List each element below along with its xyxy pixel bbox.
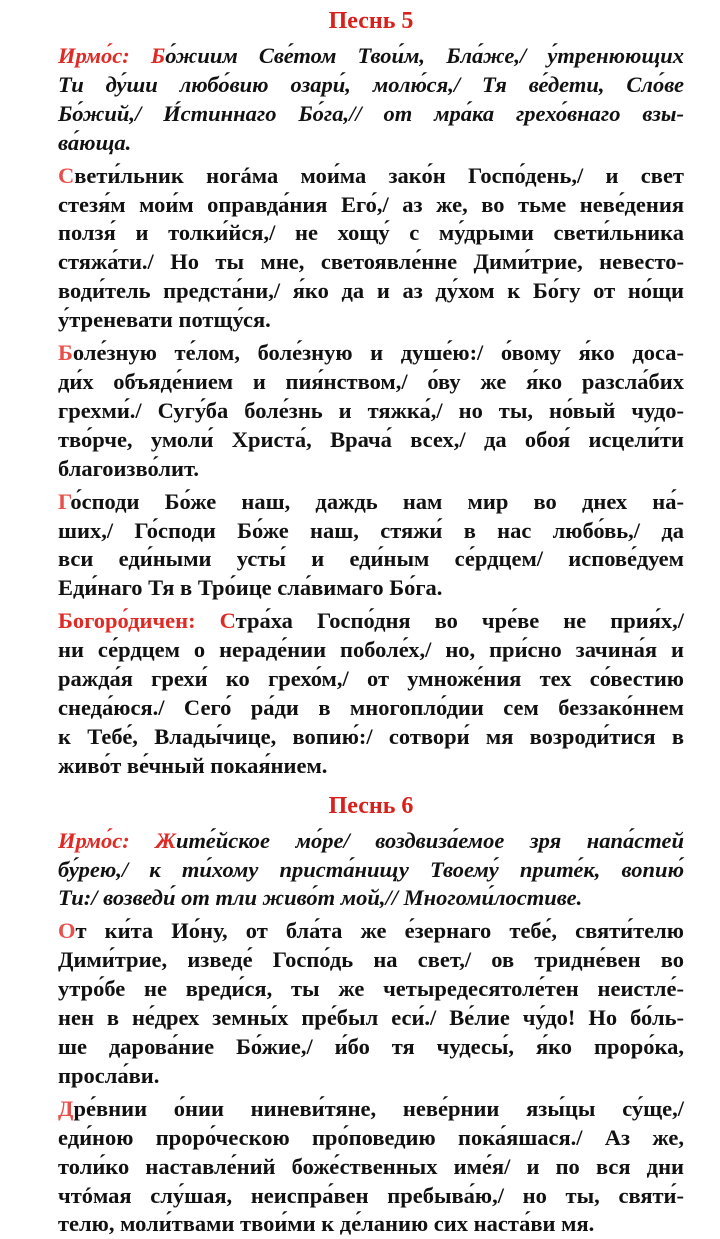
line-text: тра́ха Госпо́дня во чре́ве не прия́х,/ bbox=[235, 608, 684, 634]
text-line bbox=[58, 42, 684, 71]
troparion-stanza bbox=[58, 488, 684, 604]
line-text: о́споди Бо́же наш, даждь нам мир во днех на́- bbox=[70, 488, 684, 514]
troparion-stanza bbox=[58, 1095, 684, 1239]
ode-5 bbox=[58, 6, 684, 781]
text-line: води́тель предста́ни,/ я́ко да и аз ду́хом к Бо́гу от но́щи bbox=[58, 278, 684, 304]
line-text: т ки́та Ио́ну, от бла́та же е́зернаго тебе́, святи́телю bbox=[75, 918, 684, 944]
text-line: ва́юща. bbox=[58, 129, 132, 155]
irmos-label: Ирмо́с: bbox=[58, 43, 151, 68]
line-text: ре́внии о́нии ниневи́тяне, неве́рнии язы́цы су́ще,/ bbox=[73, 1095, 684, 1121]
text-line: ползя́ и толки́йся,/ не хощу́ с му́дрыми свети́льника bbox=[58, 220, 684, 246]
text-line: телю, моли́твами твои́ми к де́ланию сих наста́ви мя. bbox=[58, 1211, 595, 1237]
troparion-stanza bbox=[58, 162, 684, 335]
text-line: стезя́м мои́м оправда́ния Его́,/ аз же, во тьме неве́дения bbox=[58, 191, 684, 217]
text-line bbox=[58, 162, 684, 191]
text-line: у́треневати потщу́ся. bbox=[58, 307, 271, 333]
line-text: вети́льник ногáма мои́ма зако́н Госпо́день,/ и свет bbox=[74, 162, 684, 188]
text-line: толи́ко наставле́ний боже́ственных име́я/ и по вся дни bbox=[58, 1153, 684, 1179]
initial-letter: С bbox=[219, 608, 236, 634]
text-line: Ти ду́ши любо́вию озари́, молю́ся,/ Тя ве́дети, Сло́ве bbox=[58, 71, 684, 97]
text-line bbox=[58, 488, 684, 517]
initial-letter: Д bbox=[58, 1095, 74, 1121]
text-line: ших,/ Го́споди Бо́же наш, стяжи́ в нас любо́вь,/ да bbox=[58, 517, 684, 543]
text-line: тво́рче, умоли́ Христа́, Врача́ всех,/ да обоя́ исцели́ти bbox=[58, 426, 684, 452]
text-line: Бо́жий,/ И́стиннаго Бо́га,// от мра́ка грехо́внаго взы- bbox=[58, 100, 684, 126]
text-line: еди́ною проро́ческою про́поведию пока́яшася./ Аз же, bbox=[58, 1124, 684, 1150]
text-line: к Тебе́, Влады́чице, вопию́:/ сотвори́ мя возроди́тися в bbox=[58, 723, 684, 749]
theotokion-label: Богоро́дичен: bbox=[58, 608, 220, 634]
ode-heading: Песнь 5 bbox=[328, 8, 414, 34]
text-line: Дими́трие, изведе́ Госпо́дь на свет,/ ов тридне́вен во bbox=[58, 947, 684, 973]
line-text: оле́зную те́лом, боле́зную и душе́ю:/ о́вому я́ко доса- bbox=[72, 340, 684, 366]
text-line bbox=[58, 917, 684, 946]
text-line: грехми́./ Сугу́ба боле́знь и тяжка́,/ но ты, но́вый чудо- bbox=[58, 397, 684, 423]
text-line: Еди́наго Тя в Тро́ице сла́вимаго Бо́га. bbox=[58, 575, 443, 601]
text-line: вси еди́ными усты́ и еди́ным се́рдцем/ испове́дуем bbox=[58, 546, 684, 572]
ode-heading: Песнь 6 bbox=[328, 792, 414, 819]
text-line: стяжа́ти./ Но ты мне, светоявле́нне Дими́трие, невесто- bbox=[58, 249, 684, 275]
initial-letter: О bbox=[58, 918, 76, 944]
text-line: бу́рею,/ к ти́хому приста́нищу Твоему́ прите́к, вопию́ bbox=[58, 856, 684, 882]
line-text: ите́йское мо́ре/ воздвиза́емое зря напа́стей bbox=[176, 827, 684, 853]
text-line: ше дарова́ние Бо́жие,/ и́бо тя чудесы́, я́ко проро́ка, bbox=[58, 1034, 684, 1059]
theotokion-stanza bbox=[58, 607, 684, 780]
initial-letter: Б bbox=[58, 340, 73, 366]
text-line bbox=[58, 1095, 684, 1124]
text-line bbox=[58, 339, 684, 368]
irmos-stanza bbox=[58, 827, 684, 914]
irmos-stanza bbox=[58, 42, 684, 158]
ode-6 bbox=[58, 791, 684, 1239]
irmos-label: Ирмо́с: bbox=[58, 827, 156, 853]
text-line: снеда́юся./ Сего́ ра́ди в многопло́дии сем беззако́ннем bbox=[58, 694, 684, 720]
text-line: ни се́рдцем о нераде́нии поболе́х,/ но, при́сно зачина́я и bbox=[58, 637, 684, 663]
text-line: ди́х объяде́нием и пия́нством,/ о́ву же я́ко разсла́бих bbox=[58, 368, 684, 394]
initial-letter: С bbox=[58, 162, 75, 188]
text-line bbox=[58, 607, 684, 636]
text-line: просла́ви. bbox=[58, 1062, 160, 1088]
text-line: утро́бе не вреди́ся, ты же четыредесятоле́тен неистле́- bbox=[58, 976, 684, 1002]
troparion-stanza bbox=[58, 339, 684, 484]
initial-letter: Ж bbox=[155, 827, 177, 853]
troparion-stanza bbox=[58, 917, 684, 1090]
line-text: о́жиим Све́том Твои́м, Бла́же,/ у́тренюющих bbox=[165, 43, 684, 68]
text-line bbox=[58, 827, 684, 856]
text-line: ражда́я грехи́ ко грехо́м,/ от умноже́ния тех со́вестию bbox=[58, 666, 684, 692]
text-line: живо́т ве́чный покая́нием. bbox=[58, 752, 328, 778]
text-line: нен в не́дрех земны́х пре́был еси́./ Ве́лие чу́до! Но бо́ль- bbox=[58, 1005, 684, 1031]
text-line: чтóмая слу́шая, неиспра́вен пребыва́ю,/ но ты, святи́- bbox=[58, 1182, 684, 1208]
text-line: благоизво́лит. bbox=[58, 455, 199, 481]
text-line: Ти:/ возведи́ от тли живо́т мой,// Многоми́лостиве. bbox=[58, 885, 583, 911]
initial-letter: Б bbox=[150, 43, 166, 68]
initial-letter: Г bbox=[58, 488, 71, 514]
